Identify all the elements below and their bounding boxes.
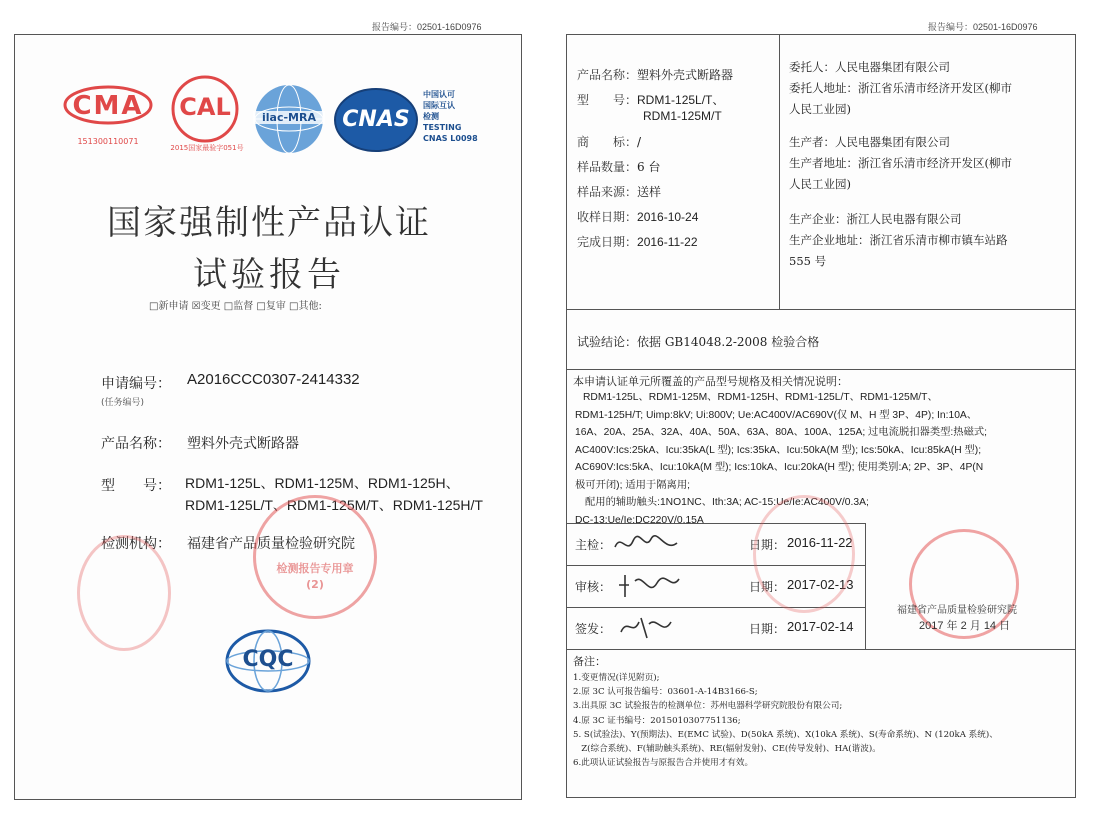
cal-logo xyxy=(170,75,245,155)
cma-logo xyxy=(63,85,153,155)
field-label: 型 号： xyxy=(577,93,638,107)
model-line-2: RDM1-125L/T、RDM1-125M/T、RDM1-125H/T xyxy=(185,497,483,513)
left-page xyxy=(14,34,522,800)
scope-line: AC690V:Ics:5kA、Icu:10kA(M 型); Ics:10kA、Icu:20kA(H 型); 使用类别:A; 2P、3P、4P(N xyxy=(575,462,984,473)
issuer-label: 签发： xyxy=(575,622,612,636)
client-line: 委托人：人民电器集团有限公司 xyxy=(789,60,950,74)
field-row xyxy=(577,92,777,108)
cnas-side-line: 中国认可 xyxy=(423,90,455,99)
field-label: 收样日期： xyxy=(577,210,638,224)
inspection-seal-number: (2) xyxy=(306,578,324,591)
inspector-date-label: 日期： xyxy=(749,538,786,552)
scope-divider xyxy=(567,369,1075,370)
scope-line: DC-13:Ue/Ie:DC220V/0.15A xyxy=(575,514,704,526)
application-number: A2016CCC0307-2414332 xyxy=(187,371,360,388)
client-line: 人民工业园) xyxy=(789,177,851,191)
task-number-label: (任务编号) xyxy=(101,398,145,408)
field-row xyxy=(577,130,777,155)
cal-number: 2015国家最验字051号 xyxy=(170,144,244,152)
conclusion-divider xyxy=(567,309,1075,310)
issuer-signature xyxy=(617,612,677,642)
cal-text: CAL xyxy=(179,93,231,121)
issuer-date: 2017-02-14 xyxy=(787,619,854,634)
reviewer-date: 2017-02-13 xyxy=(787,577,854,592)
cnas-text: CNAS xyxy=(342,107,410,132)
client-line: 生产者地址：浙江省乐清市经济开发区(柳市 xyxy=(789,156,1012,170)
field-value: 2016-11-22 xyxy=(637,235,698,249)
report-type-checkboxes: □新申请 ☒变更 □监督 □复审 □其他: xyxy=(149,301,322,312)
reviewer-signature xyxy=(615,571,685,601)
model-label: 型 号： xyxy=(101,478,171,494)
lab-name: 福建省产品质量检验研究院 xyxy=(187,536,355,552)
reviewer-label: 审核： xyxy=(575,580,612,594)
client-line: 生产企业：浙江人民电器有限公司 xyxy=(789,212,962,226)
field-row xyxy=(577,205,777,230)
scope-line: 极可开闭); 适用于隔离用; xyxy=(575,479,690,491)
field-row xyxy=(577,108,777,124)
document-subtitle: 试验报告 xyxy=(193,255,345,295)
signature-row-issuer xyxy=(567,607,865,649)
lab-label: 检测机构： xyxy=(101,536,171,552)
product-name-label: 产品名称： xyxy=(101,436,171,452)
faded-seal-stamp xyxy=(77,535,171,651)
inspection-seal-text: 检测报告专用章 xyxy=(276,562,354,575)
organization-seal-name: 福建省产品质量检验研究院 xyxy=(897,605,1017,616)
note-item: 3.出具原 3C 试验报告的检测单位：苏州电器科学研究院股份有限公司; xyxy=(573,701,843,712)
client-line: 人民工业园) xyxy=(789,102,851,116)
model-line-1: RDM1-125L、RDM1-125M、RDM1-125H、 xyxy=(185,475,460,491)
inspector-date: 2016-11-22 xyxy=(787,535,853,550)
scope-title: 本申请认证单元所覆盖的产品型号规格及相关情况说明： xyxy=(573,375,848,388)
cqc-logo xyxy=(225,629,311,693)
inspector-label: 主检： xyxy=(575,538,612,552)
field-value: 6 台 xyxy=(637,160,661,174)
inspection-seal-stamp xyxy=(253,495,377,619)
issuer-date-label: 日期： xyxy=(749,622,786,636)
field-value: RDM1-125L/T、 xyxy=(637,93,725,107)
notes-title: 备注： xyxy=(573,655,606,668)
cnas-side-line: TESTING xyxy=(423,123,462,132)
client-line: 委托人地址：浙江省乐清市经济开发区(柳市 xyxy=(789,81,1012,95)
application-number-label: 申请编号： xyxy=(101,376,171,392)
field-value: RDM1-125M/T xyxy=(643,109,722,123)
field-row xyxy=(577,155,777,180)
right-page xyxy=(566,34,1076,798)
left-report-number: 报告编号：02501-16D0976 xyxy=(372,22,482,32)
ilac-text: ilac-MRA xyxy=(253,111,325,124)
top-section-divider xyxy=(779,35,780,309)
document-title: 国家强制性产品认证 xyxy=(107,203,431,243)
field-value: 2016-10-24 xyxy=(637,210,699,224)
cma-number: 151300110071 xyxy=(77,137,139,146)
cqc-text: CQC xyxy=(242,647,294,672)
cnas-side-text xyxy=(423,89,478,144)
cnas-side-line: 检测 xyxy=(423,112,439,121)
scope-line: AC400V:Ics:25kA、Icu:35kA(L 型); Ics:35kA、Icu:50kA(M 型); Ics:50kA、Icu:85kA(H 型); xyxy=(575,444,982,456)
note-item: Z(综合系统)、F(辅助触头系统)、RE(辐射发射)、CE(传导发射)、HA(谐波)。 xyxy=(573,744,881,755)
field-label: 完成日期： xyxy=(577,235,638,249)
inspector-signature xyxy=(611,529,681,559)
cnas-side-line: 国际互认 xyxy=(423,101,455,110)
signature-vertical-divider xyxy=(865,523,866,649)
field-value: / xyxy=(637,135,642,149)
ilac-logo xyxy=(253,83,325,155)
note-item: 5. S(试验法)、Y(预期法)、E(EMC 试验)、D(50kA 系统)、X(10kA 系统)、S(寿命系统)、N (120kA 系统)、 xyxy=(573,729,998,740)
field-label: 商 标： xyxy=(577,135,638,149)
note-item: 2.原 3C 认可报告编号：03601-A-14B3166-S; xyxy=(573,687,758,698)
scope-line: RDM1-125H/T; Uimp:8kV; Ui:800V; Ue:AC400V/AC690V(仅 M、H 型 3P、4P); In:10A、 xyxy=(575,409,978,421)
client-line: 生产者：人民电器集团有限公司 xyxy=(789,135,950,149)
field-row xyxy=(577,230,777,255)
scope-line: RDM1-125L、RDM1-125M、RDM1-125H、RDM1-125L/T、RDM1-125M/T、 xyxy=(583,392,938,403)
product-fields xyxy=(577,63,777,255)
field-label: 样品来源： xyxy=(577,185,638,199)
field-label: 产品名称： xyxy=(577,68,638,82)
right-report-number: 报告编号：02501-16D0976 xyxy=(928,22,1038,32)
client-info xyxy=(789,57,1073,272)
notes-divider xyxy=(567,649,1075,650)
field-row xyxy=(577,180,777,205)
cnas-logo xyxy=(333,87,503,155)
field-row xyxy=(577,63,777,88)
client-line: 555 号 xyxy=(789,254,827,268)
field-value: 送样 xyxy=(637,185,662,199)
scope-line: 配用的辅助触头:1NO1NC、Ith:3A; AC-15:Ue/Ie:AC400V/0.3A; xyxy=(585,497,869,508)
cnas-side-line: CNAS L0098 xyxy=(423,134,478,143)
product-name: 塑料外壳式断路器 xyxy=(187,436,299,452)
note-item: 6.此项认证试验报告与原报告合并使用才有效。 xyxy=(573,758,754,769)
cma-text: CMA xyxy=(72,91,144,121)
note-item: 1.变更情况(详见附页); xyxy=(573,673,660,683)
reviewer-date-label: 日期： xyxy=(749,580,786,594)
note-item: 4.原 3C 证书编号：2015010307751136; xyxy=(573,715,741,726)
field-value: 塑料外壳式断路器 xyxy=(637,68,734,82)
test-conclusion: 试验结论：依据 GB14048.2-2008 检验合格 xyxy=(577,335,820,349)
notes-list xyxy=(573,671,1073,770)
client-line: 生产企业地址：浙江省乐清市柳市镇车站路 xyxy=(789,233,1008,247)
scope-line: 16A、20A、25A、32A、40A、50A、63A、80A、100A、125A; 过电流脱扣器类型:热磁式; xyxy=(575,427,988,438)
field-label: 样品数量： xyxy=(577,160,638,174)
faded-overlap-stamp xyxy=(753,495,855,613)
organization-seal-date: 2017 年 2 月 14 日 xyxy=(919,620,1011,632)
